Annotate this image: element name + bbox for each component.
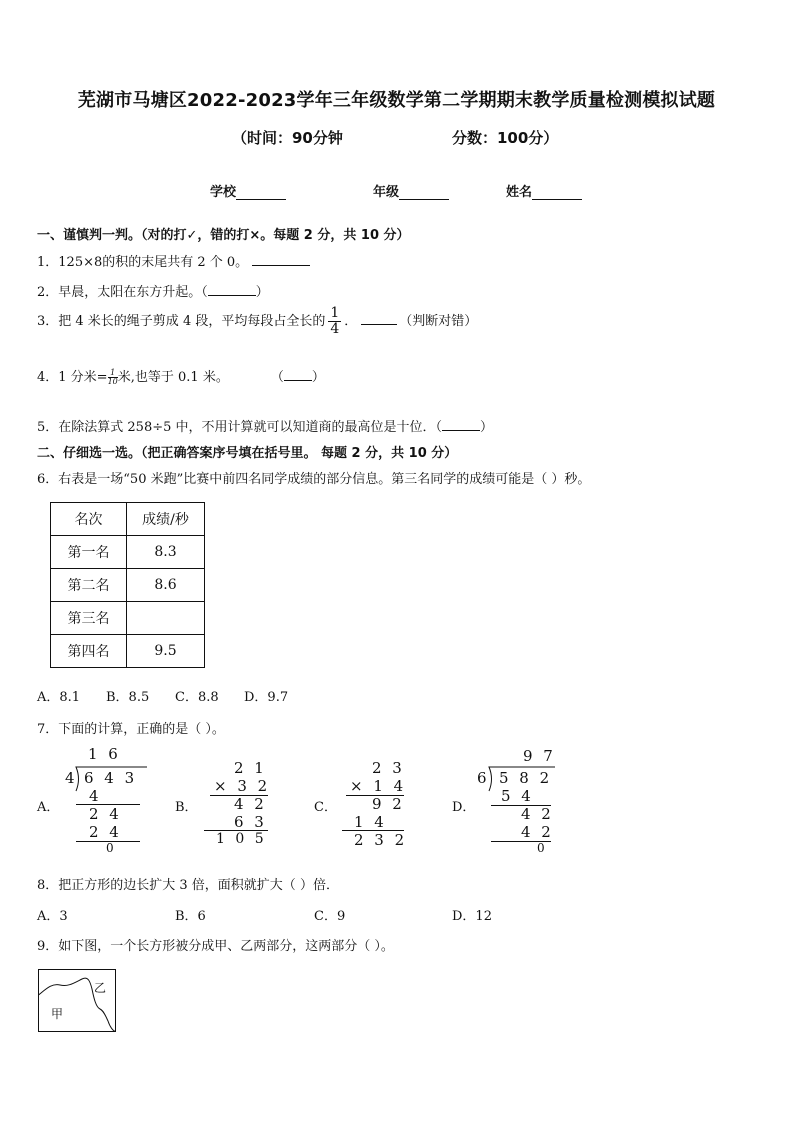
figure-label-yi: 乙 [94,981,107,995]
calc-b-multiplication [204,759,274,851]
q8-option-a: A．3 [37,909,68,924]
table-cell: 第二名 [51,569,127,602]
calc-c-top: 2 3 [372,759,405,777]
question-5-text: 5．在除法算式 258÷5 中，不用计算就可以知道商的最高位是十位．（ [37,420,443,435]
calc-d-remainder2: 0 [537,841,548,855]
q7-label-c: C． [314,800,337,815]
fraction-numerator: 1 [330,305,340,321]
table-cell: 第一名 [51,536,127,569]
question-5-end: ） [480,420,494,435]
calc-b-result: 1 0 5 [216,831,267,847]
question-8: 8．把正方形的边长扩大 3 倍，面积就扩大（ ）倍． [37,878,339,893]
calc-a-step1: 4 [89,787,102,805]
name-field [506,181,582,200]
name-blank [532,186,582,200]
answer-blank-3 [361,312,397,325]
calc-b-partial1: 4 2 [234,795,267,813]
question-4-paren-left: （ [270,370,284,385]
question-6: 6．右表是一场“50 米跑”比赛中前四名同学成绩的部分信息。第三名同学的成绩可能是（ ）秒。 [37,472,591,487]
question-3-period: ． [344,314,358,329]
table-cell: 8.6 [127,569,205,602]
question-5 [37,416,493,435]
exam-score: 分数：100分） [452,129,559,147]
q7-label-d: D． [452,800,476,815]
calc-a-remainder1: 2 4 [89,805,122,823]
q6-option-a: A．8.1 [37,690,81,705]
table-header-row [51,503,205,536]
school-label: 学校 [210,185,237,200]
calc-a-step2: 2 4 [89,823,122,841]
question-2 [37,281,269,300]
question-7: 7．下面的计算，正确的是（ ）。 [37,722,225,737]
table-cell: 第四名 [51,635,127,668]
question-9: 9．如下图，一个长方形被分成甲、乙两部分，这两部分（ ）。 [37,939,394,954]
q7-label-a: A． [37,800,60,815]
table-header: 名次 [51,503,127,536]
calc-b-partial2: 6 3 [234,813,267,831]
calc-d-divisor: 6 [477,769,490,787]
grade-field [373,181,449,200]
question-3-text: 3．把 4 米长的绳子剪成 4 段，平均每段占全长的 [37,314,326,329]
question-4-text: 4．1 分米= [37,370,108,385]
q6-option-b: B．8.5 [106,690,150,705]
grade-label: 年级 [373,185,400,200]
question-2-text: 2．早晨，太阳在东方升起。（ [37,285,208,300]
calc-a-divisor: 4 [65,769,78,787]
fraction-one-tenth [108,369,118,386]
figure-label-jia: 甲 [51,1007,64,1021]
exam-time: （时间：90分钟 [232,129,343,147]
grade-blank [399,186,449,200]
name-label: 姓名 [506,185,533,200]
table-row [51,602,205,635]
calc-d-remainder1: 4 2 [521,805,554,823]
question-1-text: 1．125×8的积的末尾共有 2 个 0。 [37,255,249,270]
section1-heading: 一、谨慎判一判。（对的打✓，错的打×。每题 2 分，共 10 分） [37,228,410,243]
calc-d-dividend: 5 8 2 [499,769,553,787]
q8-option-d: D．12 [452,909,492,924]
calc-d-step1: 5 4 [501,787,534,805]
calc-c-partial2: 1 4 [354,813,387,831]
fraction-denominator: 10 [107,377,118,386]
school-blank [236,186,286,200]
results-table [50,502,205,668]
q7-label-b: B． [175,800,198,815]
answer-blank-4 [284,368,312,381]
q8-option-c: C．9 [314,909,346,924]
calc-d-step2: 4 2 [521,823,554,841]
question-1 [37,251,310,270]
q6-option-d: D．9.7 [244,690,289,705]
rectangle-figure [38,969,118,1033]
table-cell: 9.5 [127,635,205,668]
question-4-paren-right: ） [311,370,325,385]
fraction-numerator: 1 [108,369,118,378]
calc-d-long-division [477,747,557,859]
fraction-one-quarter [328,306,341,337]
q8-option-b: B．6 [175,909,206,924]
calc-c-multiplication [342,759,412,851]
answer-blank-1 [252,253,310,266]
fraction-denominator: 4 [330,321,340,337]
calc-a-remainder2: 0 [106,841,117,855]
table-cell: 第三名 [51,602,127,635]
table-header: 成绩/秒 [127,503,205,536]
section2-heading: 二、仔细选一选。（把正确答案序号填在括号里。 每题 2 分，共 10 分） [37,446,458,461]
question-2-end: ） [255,285,269,300]
calc-a-long-division [62,745,147,860]
table-row [51,536,205,569]
q6-option-c: C．8.8 [175,690,219,705]
table-row [51,635,205,668]
table-row [51,569,205,602]
table-cell: 8.3 [127,536,205,569]
page-title: 芜湖市马塘区2022-2023学年三年级数学第二学期期末教学质量检测模拟试题 [77,90,716,111]
question-3-tail: （判断对错） [399,314,478,329]
answer-blank-5 [442,418,480,431]
calc-a-quotient: 1 6 [88,745,121,763]
calc-c-result: 2 3 2 [354,831,408,849]
calc-c-multiplier: × 1 4 [350,777,407,795]
calc-d-quotient: 9 7 [523,747,556,765]
school-field [210,181,286,200]
calc-b-multiplier: × 3 2 [214,777,271,795]
question-4-text-end: 米,也等于 0.1 米。 [117,370,229,385]
table-cell [127,602,205,635]
calc-a-dividend: 6 4 3 [84,769,138,787]
calc-c-partial1: 9 2 [372,795,405,813]
question-4 [37,366,325,386]
calc-b-top: 2 1 [234,759,267,777]
answer-blank-2 [208,283,256,296]
question-3 [37,306,477,337]
